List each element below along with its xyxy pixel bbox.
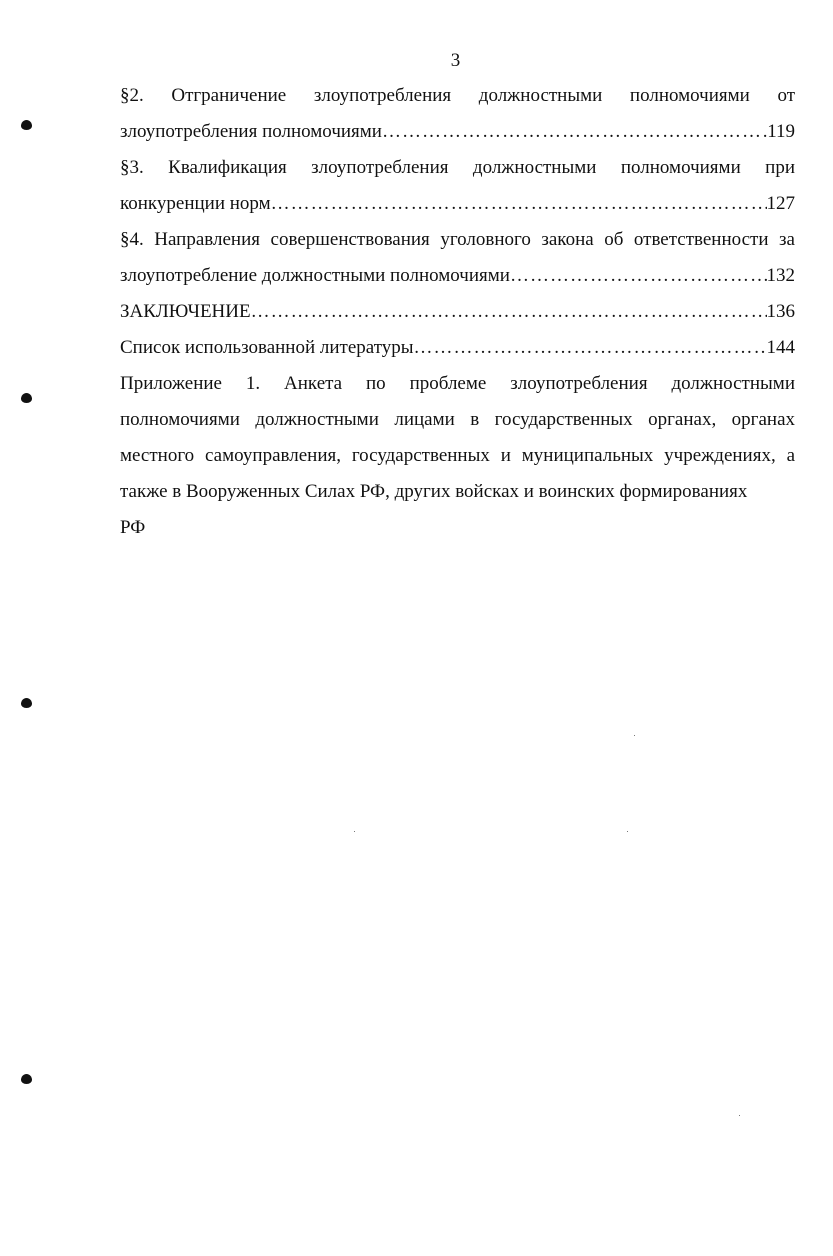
dot-leader [271,186,767,222]
dot-leader [414,330,767,366]
toc-entry-bibliography-text: Список использованной литературы [120,337,414,358]
toc-entry-conclusion-page: 136 [766,301,795,322]
toc-entry-section3-text: конкуренции норм [120,193,271,214]
toc-entry-section4-title: §4. Направления совершенствования уголовного закона об ответственности за [120,229,795,250]
toc-entry-section2-title: §2. Отграничение злоупотребления должностными полномочиями от [120,85,795,106]
toc-entry-appendix-text: Приложение 1. Анкета по проблеме злоупотребления должностными полномочиями должностными лицами в государственных органах, органах местного самоуправления, государственных и муниципальных учреждениях, а также в Вооруженных Силах РФ, других войсках и воинских формированиях [120,373,795,502]
dot-leader [251,294,767,330]
table-of-contents [120,78,795,546]
toc-entry-bibliography [120,330,795,366]
toc-entry-section4 [120,258,795,294]
binder-hole-mark [21,393,32,403]
toc-entry-section3-page: 127 [766,193,795,214]
binder-hole-mark [21,698,32,708]
toc-entry-conclusion [120,294,795,330]
toc-entry-bibliography-page: 144 [766,337,795,358]
scan-speck [739,1115,740,1116]
dot-leader [510,258,767,294]
toc-entry-appendix-last-line: РФ [120,517,146,538]
toc-entry-section2 [120,114,795,150]
scan-speck [354,831,355,832]
toc-entry-section4-text: злоупотребление должностными полномочиями [120,265,510,286]
toc-entry-section2-text: злоупотребления полномочиями [120,121,382,142]
toc-entry-section3-title: §3. Квалификация злоупотребления должностными полномочиями при [120,157,795,178]
toc-entry-section4-page: 132 [766,265,795,286]
toc-entry-section3 [120,186,795,222]
scan-speck [627,831,628,832]
page-number: 3 [450,50,461,71]
dot-leader [382,114,767,150]
toc-entry-conclusion-text: ЗАКЛЮЧЕНИЕ [120,301,251,322]
toc-entry-section2-page: 119 [767,121,795,142]
scan-speck [634,735,635,736]
binder-hole-mark [21,1074,32,1084]
binder-hole-mark [21,120,32,130]
